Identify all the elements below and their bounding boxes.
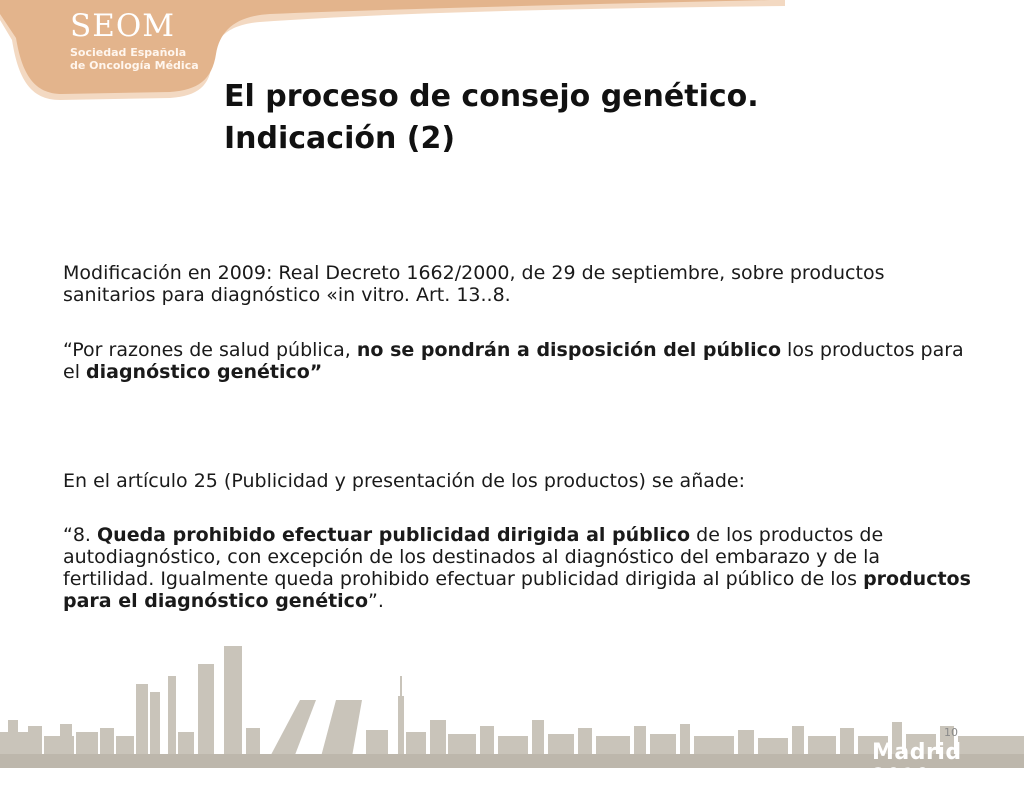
p4-text-a: “8. xyxy=(63,524,98,546)
page-number: 10 xyxy=(944,726,958,739)
madrid-2010-logo xyxy=(872,740,1024,790)
p4-text-e: ”. xyxy=(368,590,384,612)
footer-year: 2010 xyxy=(872,765,930,790)
paragraph-article-25: En el artículo 25 (Publicidad y presentación de los productos) se añade: xyxy=(63,470,746,492)
paragraph-modification: Modificación en 2009: Real Decreto 1662/2000, de 29 de septiembre, sobre productos sanitarios para diagnóstico «in vitro. Art. 13..8. xyxy=(63,262,885,306)
p4-text-c: de los productos de autodiagnóstico, con excepción de los destinados al diagnóstico del embarazo y de la fertilidad. Igualmente queda prohibido efectuar publicidad dirigida al público de los xyxy=(63,524,884,590)
p2-text-a: “Por razones de salud pública, xyxy=(63,339,357,361)
p2-text-c: los productos para el xyxy=(63,339,964,383)
logo-subtitle xyxy=(70,46,199,72)
p2-bold-d: diagnóstico genético” xyxy=(86,361,323,383)
logo-subtitle-line1: Sociedad Española xyxy=(70,46,187,59)
slide-title xyxy=(224,76,984,160)
slide-title-line1: El proceso de consejo genético. xyxy=(224,79,759,114)
paragraph-quote-public-health xyxy=(63,339,973,383)
slide-title-line2: Indicación (2) xyxy=(224,121,456,156)
p4-bold-b: Queda prohibido efectuar publicidad dirigida al público xyxy=(97,524,691,546)
footer-city: Madrid xyxy=(872,740,962,765)
p2-bold-b: no se pondrán a disposición del público xyxy=(356,339,781,361)
paragraph-quote-advertising xyxy=(63,524,973,612)
madrid-skyline-illustration xyxy=(0,636,1024,768)
seom-logo xyxy=(70,8,199,72)
logo-name: SEOM xyxy=(70,8,176,44)
p4-bold-d: productos para el diagnóstico genético xyxy=(63,568,971,612)
logo-subtitle-line2: de Oncología Médica xyxy=(70,59,199,72)
